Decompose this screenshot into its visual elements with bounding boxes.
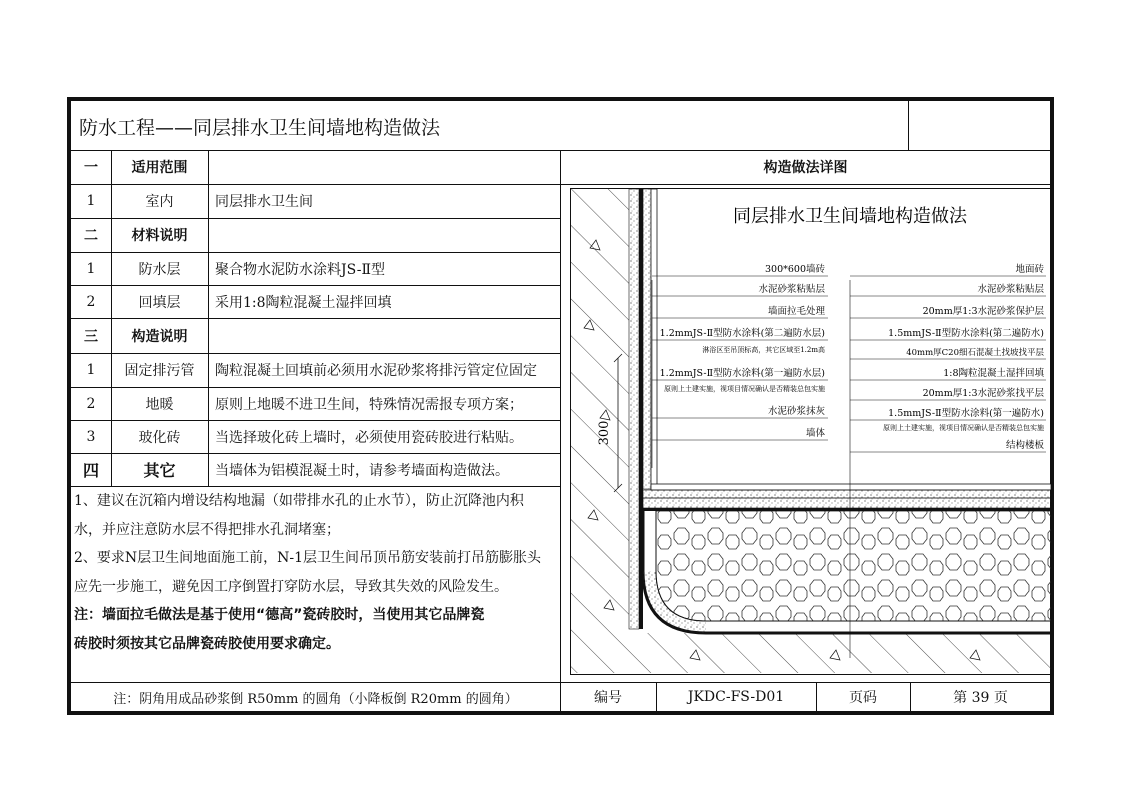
note-bold-line: 注：墙面拉毛做法是基于使用“德高”瓷砖胶时，当使用其它品牌瓷 xyxy=(74,607,485,623)
row-name: 地暖 xyxy=(145,396,174,413)
left-label: 水泥砂浆粘贴层 xyxy=(758,284,825,295)
footer-note: 注：阴角用成品砂浆倒 R50mm 的圆角（小降板倒 R20mm 的圆角） xyxy=(113,691,518,707)
right-label: 原则上土建实施，视项目情况确认是否精装总包实施 xyxy=(883,424,1044,432)
section-title: 其它 xyxy=(143,461,176,480)
floor-bond-layer xyxy=(643,490,1051,498)
note-line: 应先一步施工，避免因工序倒置打穿防水层，导致其失效的风险发生。 xyxy=(74,578,508,595)
ceramsite-backfill xyxy=(656,511,1051,621)
detail-header: 构造做法详图 xyxy=(763,160,848,176)
wall-plaster xyxy=(629,189,639,629)
row-num: 1 xyxy=(86,362,96,378)
row-desc: 当墙体为铝模混凝土时，请参考墙面构造做法。 xyxy=(215,462,509,479)
note-bold-line: 砖胶时须按其它品牌瓷砖胶使用要求确定。 xyxy=(74,635,340,652)
wall-bond-layer xyxy=(643,189,651,489)
note-line: 1、建议在沉箱内增设结构地漏（如带排水孔的止水节），防止沉降池内积 xyxy=(74,493,524,509)
right-label: 水泥砂浆粘贴层 xyxy=(977,284,1044,295)
section-title: 材料说明 xyxy=(131,228,188,244)
section-title: 适用范围 xyxy=(131,160,188,176)
section-num: 一 xyxy=(84,160,98,176)
row-name: 防水层 xyxy=(138,261,181,278)
right-label: 1:8陶粒混凝土湿拌回填 xyxy=(943,368,1044,379)
right-label: 1.5mmJS-Ⅱ型防水涂料(第二遍防水) xyxy=(888,328,1044,339)
construction-detail-drawing xyxy=(570,188,1054,676)
left-label: 1.2mmJS-Ⅱ型防水涂料(第一遍防水层) xyxy=(659,368,825,379)
section-title: 构造说明 xyxy=(131,328,188,345)
row-name: 固定排污管 xyxy=(124,363,195,379)
row-num: 3 xyxy=(86,428,96,445)
right-label: 地面砖 xyxy=(1015,264,1044,275)
left-label: 淋浴区至吊顶标高，其它区域至1.2m高 xyxy=(702,346,825,354)
right-label: 1.5mmJS-Ⅱ型防水涂料(第一遍防水) xyxy=(888,408,1044,419)
row-num: 1 xyxy=(86,193,96,209)
protection-layer xyxy=(643,498,1051,508)
page-value: 第 39 页 xyxy=(953,690,1008,706)
slab-hatch xyxy=(629,633,1051,673)
row-name: 室内 xyxy=(145,194,174,210)
page-label: 页码 xyxy=(849,690,877,706)
left-label: 墙体 xyxy=(805,428,825,439)
row-name: 玻化砖 xyxy=(138,429,181,446)
drawing-title: 同层排水卫生间墙地构造做法 xyxy=(733,206,967,227)
row-desc: 采用1:8陶粒混凝土湿拌回填 xyxy=(215,294,392,311)
title-divider xyxy=(908,101,909,150)
row-num: 2 xyxy=(86,293,96,310)
code-label: 编号 xyxy=(594,690,622,706)
note-line: 水，并应注意防水层不得把排水孔洞堵塞； xyxy=(74,521,340,538)
row-desc: 聚合物水泥防水涂料JS-Ⅱ型 xyxy=(215,261,385,278)
floor-tile xyxy=(651,484,1051,490)
section-num: 三 xyxy=(84,328,98,345)
dimension-text: 300 xyxy=(597,420,612,446)
notes-block xyxy=(74,487,558,658)
row-num: 1 xyxy=(86,260,96,277)
row-desc: 陶粒混凝土回填前必须用水泥砂浆将排污管定位固定 xyxy=(215,363,537,379)
row-num: 2 xyxy=(86,395,96,412)
section-num: 四 xyxy=(82,461,99,480)
right-label: 20mm厚1:3水泥砂浆找平层 xyxy=(922,388,1044,399)
col-divider-main xyxy=(560,150,561,712)
left-label: 原则上土建实施，视项目情况确认是否精装总包实施 xyxy=(664,385,825,393)
page-title: 防水工程——同层排水卫生间墙地构造做法 xyxy=(79,116,441,139)
floor-waterproof-2 xyxy=(643,508,1051,511)
row-desc: 原则上地暖不进卫生间，特殊情况需报专项方案； xyxy=(215,396,523,413)
left-label: 300*600墙砖 xyxy=(764,264,825,275)
right-label: 20mm厚1:3水泥砂浆保护层 xyxy=(922,306,1044,317)
row-desc: 当选择玻化砖上墙时，必须使用瓷砖胶进行粘贴。 xyxy=(215,429,523,446)
note-line: 2、要求N层卫生间地面施工前，N-1层卫生间吊顶吊筋安装前打吊筋膨胀头 xyxy=(74,550,542,566)
left-label: 墙面拉毛处理 xyxy=(767,306,825,317)
row-desc: 同层排水卫生间 xyxy=(215,194,313,210)
left-label: 水泥砂浆抹灰 xyxy=(767,406,825,417)
left-label: 1.2mmJS-Ⅱ型防水涂料(第二遍防水层) xyxy=(659,328,825,339)
code-value: JKDC-FS-D01 xyxy=(687,689,785,705)
section-num: 二 xyxy=(84,228,98,244)
row-name: 回填层 xyxy=(138,294,181,311)
right-label: 结构楼板 xyxy=(1005,440,1044,451)
right-label: 40mm厚C20细石混凝土找坡找平层 xyxy=(906,348,1044,358)
